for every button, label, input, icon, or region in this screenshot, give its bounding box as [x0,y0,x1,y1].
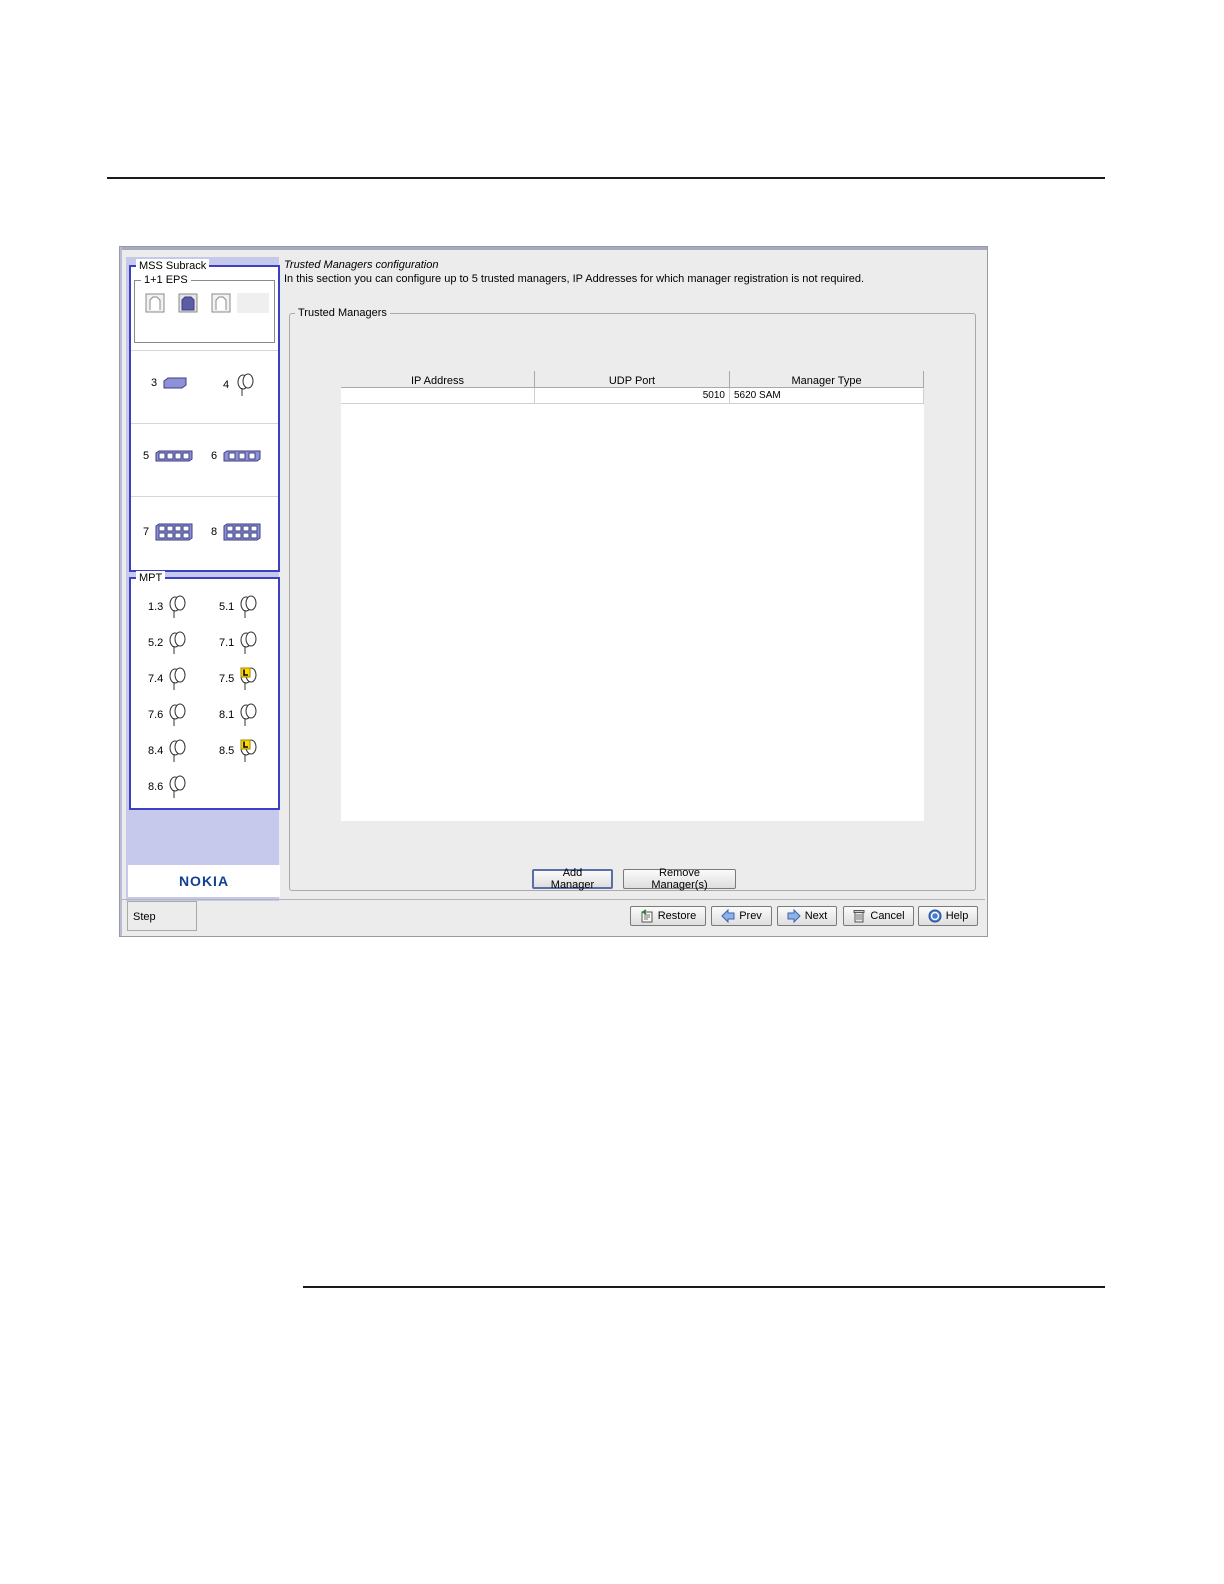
trusted-managers-title: Trusted Managers [295,306,390,320]
mpt-label: 8.6 [148,781,164,793]
slot-label: 7 [143,526,150,538]
mpt-icon [167,739,187,763]
slot-label: 5 [143,450,150,462]
mss-subrack-title: MSS Subrack [136,259,209,273]
column-header-udp-port[interactable]: UDP Port [535,371,730,387]
step-indicator [127,901,197,931]
cell-udp-port[interactable]: 5010 [535,388,730,403]
mpt-label: 8.1 [219,709,235,721]
help-button[interactable] [918,906,978,926]
mpt-label: 7.5 [219,673,235,685]
mpt-group [129,572,280,810]
mpt-item-7-5[interactable] [219,667,258,691]
mpt-item-8-4[interactable] [148,739,187,763]
mpt-icon [238,703,258,727]
slot-row [131,350,278,424]
mpt-icon [167,667,187,691]
slot-label: 3 [151,377,158,389]
mpt-label: 8.4 [148,745,164,757]
slot-row [131,423,278,497]
mpt-item-8-6[interactable] [148,775,187,799]
eps-group [134,274,275,343]
step-label: Step [133,911,156,923]
trusted-managers-group [289,307,976,891]
column-header-manager-type[interactable]: Manager Type [730,371,924,387]
slot-3[interactable] [151,377,187,389]
cancel-button[interactable] [843,906,914,926]
page-title: Trusted Managers configuration [284,259,439,271]
mpt-item-8-5[interactable] [219,739,258,763]
prev-button[interactable] [711,906,772,926]
cancel-label: Cancel [870,910,905,922]
arrow-right-icon [787,909,801,923]
mpt-label: 7.1 [219,637,235,649]
trash-icon [852,909,866,923]
card-icon [163,377,187,389]
restore-label: Restore [657,910,697,922]
prev-label: Prev [739,910,762,922]
eight-port-card-icon [155,523,193,541]
restore-icon [640,909,654,923]
mpt-locked-icon [238,667,258,691]
mpt-label: 8.5 [219,745,235,757]
mpt-icon [167,631,187,655]
mpt-item-5-1[interactable] [219,595,258,619]
cell-manager-type[interactable]: 5620 SAM [730,388,924,403]
restore-button[interactable] [630,906,706,926]
slot-7[interactable] [143,523,193,541]
mpt-item-7-6[interactable] [148,703,187,727]
slot-8[interactable] [211,523,261,541]
eps-slot-icon[interactable] [211,293,231,313]
remove-managers-button[interactable]: Remove Manager(s) [623,869,736,889]
eight-port-card-icon [223,523,261,541]
next-label: Next [804,910,828,922]
mpt-label: 5.1 [219,601,235,613]
table-row[interactable] [341,388,924,404]
slot-5[interactable] [143,450,193,462]
next-button[interactable] [777,906,837,926]
logo-box [128,865,280,897]
mpt-locked-icon [238,739,258,763]
help-icon [928,909,942,923]
eps-slot-active-icon[interactable] [178,293,198,313]
slot-6[interactable] [211,450,261,462]
column-header-ip-address[interactable]: IP Address [341,371,535,387]
slot-label: 4 [223,379,230,391]
arrow-left-icon [721,909,735,923]
mpt-label: 1.3 [148,601,164,613]
mpt-item-8-1[interactable] [219,703,258,727]
window-left-border [120,247,122,936]
slot-row [131,496,278,571]
eps-title: 1+1 EPS [141,273,191,287]
mpt-icon [167,775,187,799]
top-rule [107,177,1105,179]
help-label: Help [945,910,969,922]
eps-slot-icon[interactable] [145,293,165,313]
mpt-title: MPT [136,571,165,585]
mpt-icon [167,703,187,727]
cell-ip-address[interactable] [341,388,535,403]
mpt-label: 5.2 [148,637,164,649]
table-header [341,371,924,388]
mpt-icon [167,595,187,619]
three-port-card-icon [223,450,261,462]
slot-label: 8 [211,526,218,538]
mpt-icon [238,595,258,619]
add-manager-button[interactable]: Add Manager [532,869,613,889]
mpt-label: 7.6 [148,709,164,721]
nokia-logo: NOKIA [178,873,230,889]
page-description: In this section you can configure up to 5 trusted managers, IP Addresses for which manager registration is not required. [284,273,865,285]
mpt-label: 7.4 [148,673,164,685]
four-port-card-icon [155,450,193,462]
mpt-item-5-2[interactable] [148,631,187,655]
footer-separator [122,899,985,900]
mpt-item-7-4[interactable] [148,667,187,691]
mpt-icon [238,631,258,655]
trusted-managers-table [341,371,924,821]
mpt-item-7-1[interactable] [219,631,258,655]
mpt-icon [235,373,255,397]
slot-4[interactable] [223,373,255,397]
mss-subrack-group [129,260,280,572]
wizard-window [119,246,988,937]
mpt-item-1-3[interactable] [148,595,187,619]
navigation-panel [126,257,279,901]
eps-empty-slot [237,293,269,313]
bottom-rule [303,1286,1105,1288]
slot-label: 6 [211,450,218,462]
window-top-border [120,247,987,250]
